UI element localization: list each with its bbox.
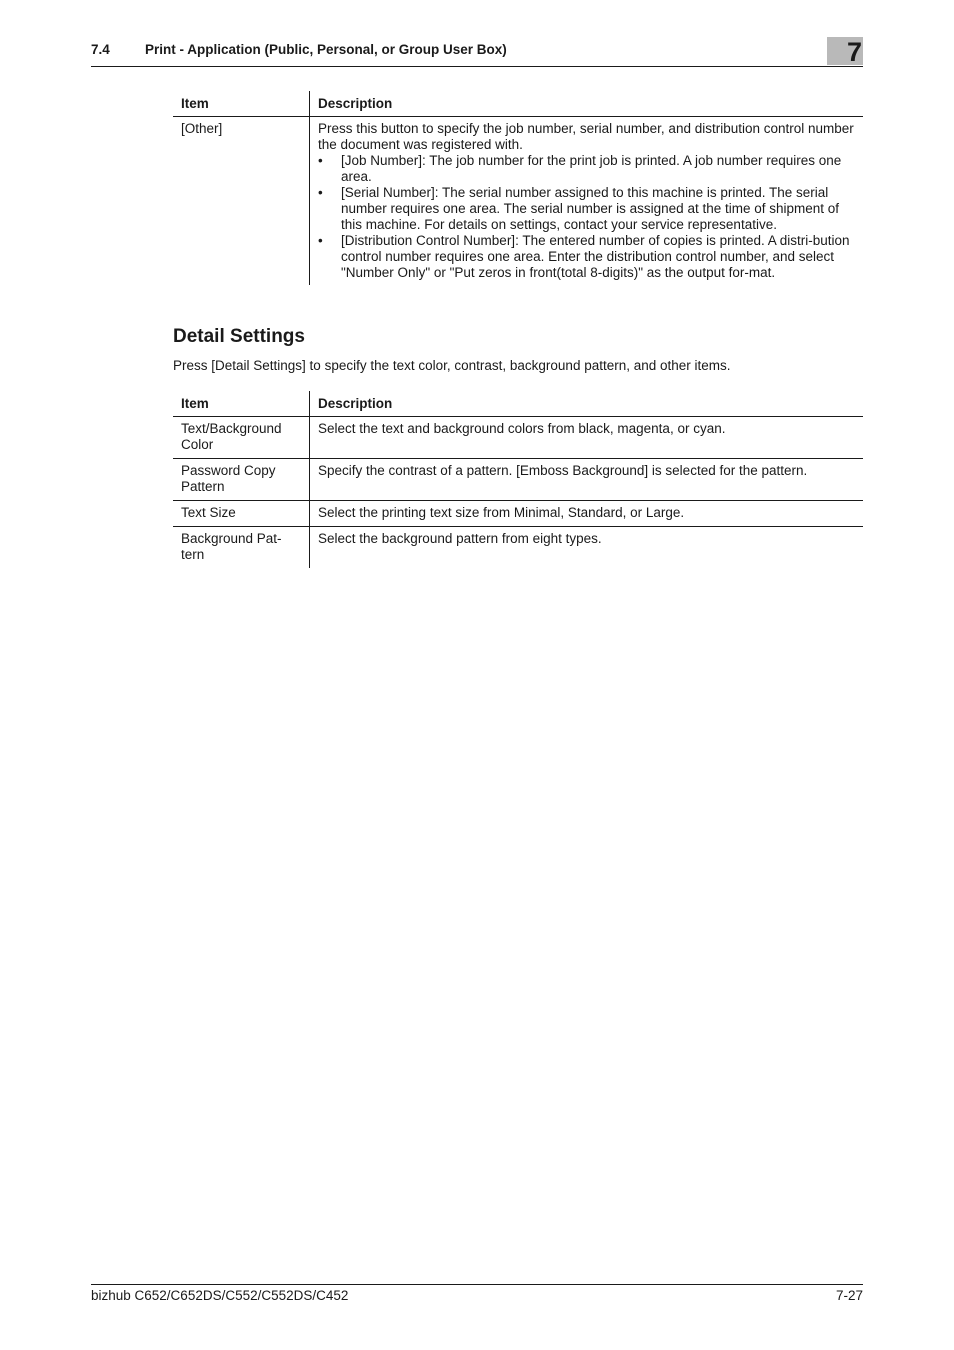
page-footer xyxy=(91,1284,863,1303)
table2-item: Text/Background Color xyxy=(173,417,310,459)
table2-item: Password Copy Pattern xyxy=(173,459,310,501)
detail-settings-table xyxy=(173,391,863,568)
page-header xyxy=(91,38,863,67)
bullet-serial-number: • [Serial Number]: The serial number assigned to this machine is printed. The serial number requires one area. The serial number is assigned at the time of shipment of this machine. For details on settings, contact your service representative. xyxy=(318,185,855,233)
table2-header-item: Item xyxy=(173,391,310,417)
bullet-distribution-control-number: • [Distribution Control Number]: The entered number of copies is printed. A distri-bution control number requires one area. Enter the distribution control number, and select "Number Only" or "Put zeros in front(total 8-digits)" as the output for-mat. xyxy=(318,233,855,281)
table-row xyxy=(173,117,863,286)
detail-settings-heading: Detail Settings xyxy=(173,326,305,347)
model-name: bizhub C652/C652DS/C552/C552DS/C452 xyxy=(91,1288,349,1303)
table2-description: Specify the contrast of a pattern. [Emboss Background] is selected for the pattern. xyxy=(310,459,864,501)
table1-header-description: Description xyxy=(310,91,864,117)
table-row xyxy=(173,527,863,569)
other-settings-table xyxy=(173,91,863,285)
other-bullet-list xyxy=(318,153,855,281)
table1-header-item: Item xyxy=(173,91,310,117)
section-number: 7.4 xyxy=(91,42,110,57)
table2-description: Select the printing text size from Minimal, Standard, or Large. xyxy=(310,501,864,527)
table2-description: Select the text and background colors from black, magenta, or cyan. xyxy=(310,417,864,459)
table2-item: Text Size xyxy=(173,501,310,527)
section-title: Print - Application (Public, Personal, or Group User Box) xyxy=(145,42,507,57)
other-description-text: Press this button to specify the job number, serial number, and distribution control number the document was registered with. xyxy=(318,121,854,152)
detail-settings-intro: Press [Detail Settings] to specify the text color, contrast, background pattern, and other items. xyxy=(173,358,731,373)
table2-item: Background Pat-tern xyxy=(173,527,310,569)
table2-description: Select the background pattern from eight types. xyxy=(318,531,602,546)
table-row xyxy=(173,417,863,459)
table2-header-description: Description xyxy=(310,391,864,417)
table-row xyxy=(173,501,863,527)
page-number: 7-27 xyxy=(835,1288,863,1303)
table1-description-other xyxy=(310,117,864,286)
chapter-badge: 7 xyxy=(827,37,863,65)
table1-item-other: [Other] xyxy=(173,117,310,286)
bullet-job-number: • [Job Number]: The job number for the print job is printed. A job number requires one area. xyxy=(318,153,855,185)
table-row xyxy=(173,459,863,501)
